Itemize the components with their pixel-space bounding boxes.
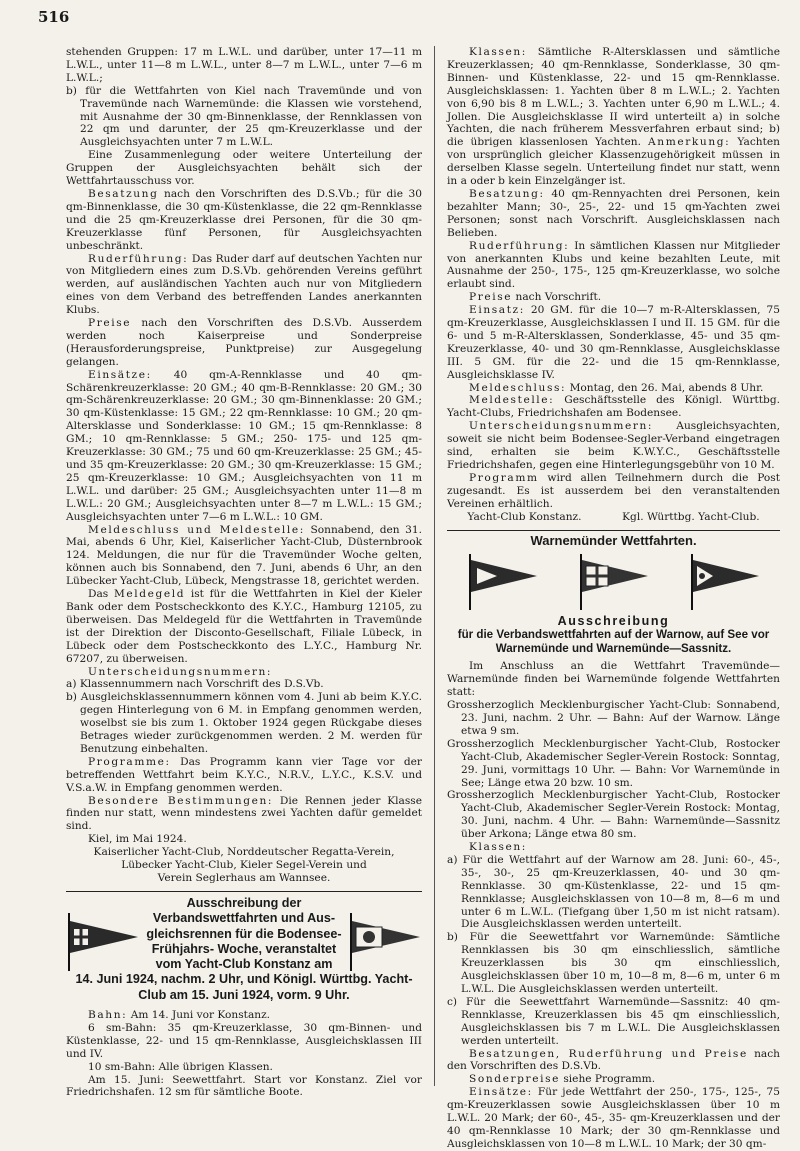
paragraph: Grossherzoglich Mecklenburgischer Yacht-Club: Sonnabend, 23. Juni, nachm. 2 Uhr. — Bahn: Auf der Warnow. Länge etwa 9 sm. [447,699,780,737]
list-item: a) Für die Wettfahrt auf der Warnow am 28. Juni: 60-, 45-, 35-, 30-, 25 qm-Kreuzerklassen, 40- und 30 qm-Rennklasse. 30 qm-Küstenklasse, 22- und 15 qm-Rennklasse; Ausgleichsklassen von 10—8 m, 8—6 m und unter 6 m L.W.L. (Tiefgang über 1,50 m ist nicht ratsam). Die Ausgleichsklassen werden unterteilt. [447,853,780,931]
section-label: Meldegeld [113,588,186,601]
announcement-subtitle: für die Verbandswettfahrten auf der Warnow, auf See vor Warnemünde und Warnemünde—Sassnitz. [457,628,770,656]
paragraph: Am 15. Juni: Seewettfahrt. Start vor Konstanz. Ziel vor Friedrichshafen. 12 sm für sämtliche Boote. [66,1073,422,1099]
section-label: Besondere Bestimmungen: [88,794,274,807]
paragraph: Einsätze: 40 qm-A-Rennklasse und 40 qm-Schärenkreuzerklasse: 20 GM.; 40 qm-B-Rennklasse: 20 GM.; 30 qm-Schärenkreuzerklasse: 20 GM.; 30 qm-Binnenklasse: 20 GM.; 30 qm-Küstenklasse: 15 GM.; 22 qm-Rennklasse: 10 GM.; 20 qm-Altersklasse und Sonderklasse: 10 GM.; 15 qm-Rennklasse: 8 GM.; 10 qm-Rennklasse: 5 GM.; 250- 175- und 125 qm-Kreuzerklasse: 30 GM.; 75 und 60 qm-Kreuzerklasse: 25 GM.; 45- und 35 qm-Kreuzerklasse: 20 GM.; 30 qm-Kreuzerklasse: 15 GM.; 25 qm-Kreuzerklasse: 10 GM.; Ausgleichsyachten von 11 m L.W.L. und darüber: 25 GM.; Ausgleichsyachten unter 11—8 m L.W.L.: 20 GM.; Ausgleichsyachten unter 8—7 m L.W.L.: 15 GM.; Ausgleichsyachten unter 7—6 m L.W.L.: 10 GM. [66,368,422,523]
column-divider [434,46,435,1086]
section-label: Meldeschluss und Meldestelle: [88,523,305,536]
section-label: Besatzung: [469,187,545,200]
paragraph: Bahn: Am 14. Juni vor Konstanz. [88,1008,271,1021]
paragraph: Eine Zusammenlegung oder weitere Unterteilung der Gruppen der Ausgleichsyachten behält sich der Wettfahrtausschuss vor. [66,149,422,188]
section-label: Preise [469,291,513,304]
paragraph: Ruderführung: In sämtlichen Klassen nur Mitglieder von anerkannten Klubs und keine bezahlten Leute, mit Ausnahme der 250-, 175-, 125 qm-Kreuzerklasse, wo solche erlaubt sind. [447,239,780,291]
section-label: Meldeschluss: [469,381,567,394]
section-label: Preise [88,317,132,330]
list-item: a) Klassennummern nach Vorschrift des D.S.Vb. [66,678,324,691]
paragraph: Programm wird allen Teilnehmern durch die Post zugesandt. Es ist ausserdem bei den veranstaltenden Vereinen erhältlich. [447,471,780,510]
paragraph: Meldeschluss und Meldestelle: Sonnabend, den 31. Mai, abends 6 Uhr, Kiel, Kaiserlicher Yacht-Club, Düsternbrook 124. Meldungen, die nur für die Travemünder Woche gelten, können auch bis Sonnabend, den 7. Juni, abends 6 Uhr, an den Lübecker Yacht-Club, Lübeck, Mengstrasse 18, gerichtet werden. [66,523,422,588]
flag-row [447,551,780,613]
pennant-flag-icon [578,554,650,610]
section-label: Besatzung [88,187,159,200]
paragraph: 6 sm-Bahn: 35 qm-Kreuzerklasse, 30 qm-Binnen- und Küstenklasse, 22- und 15 qm-Rennklasse, Ausgleichsklassen III und IV. [66,1021,422,1060]
section-label: Einsätze: [88,368,152,381]
section-label: Einsatz: [469,304,525,317]
section-label: Unterscheidungsnummern: [469,420,654,433]
pennant-flag-icon [689,554,761,610]
section-label: Meldestelle: [469,394,555,407]
section-label: Bahn: [88,1008,128,1021]
divider [447,530,780,531]
paragraph: Klassen: Sämtliche R-Altersklassen und sämtliche Kreuzerklassen; 40 qm-Rennklasse, Sonderklasse, 30 qm-Binnen- und Küstenklasse, 22- und 15 qm-Rennklasse. Ausgleichsklassen: 1. Yachten über 8 m L.W.L.; 2. Yachten von 6,90 bis 8 m L.W.L.; 3. Yachten unter 6,90 m L.W.L.; 4. Jollen. Die Ausgleichsklasse II wird unterteilt a) in solche Yachten, die nach früherem Messverfahren erbaut sind; b) die übrigen klassenlosen Yachten. Anmerkung: Yachten von ursprünglich gleicher Klassenzugehörigkeit müssen in derselben Klasse segeln. Unterteilung findet nur statt, wenn in a oder b kein Einzelgänger ist. [447,46,780,188]
paragraph: Besatzung: 40 qm-Rennyachten drei Personen, kein bezahlter Mann; 30-, 25-, 22- und 15 qm-Yachten zwei Personen; sonst nach Vorschrift. Ausgleichsklassen nach Belieben. [447,187,780,239]
paragraph: Besatzung nach den Vorschriften des D.S.Vb.; für die 30 qm-Binnenklasse, die 30 qm-Küstenklasse, die 22 qm-Rennklasse und die 25 qm-Kreuzerklasse drei Personen, für die 30 qm-Kreuzerklasse fünf Personen, für Ausgleichsyachten unbeschränkt. [66,187,422,252]
signature-line: Kaiserlicher Yacht-Club, Norddeutscher Regatta-Verein, [93,846,395,859]
paragraph: Meldeschluss: Montag, den 26. Mai, abends 8 Uhr. [469,381,764,394]
section-label: Besatzungen, Ruderführung und Preise [469,1047,748,1060]
right-column [447,46,780,1151]
paragraph: Einsätze: Für jede Wettfahrt der 250-, 175-, 125-, 75 qm-Kreuzerklassen sowie Ausgleichsklassen über 10 m L.W.L. 20 Mark; der 60-, 45-, 35- qm-Kreuzerklassen und der 40 qm-Rennklasse 10 Mark; der 30 qm-Rennklasse und Ausgleichsklassen von 10—8 m L.W.L. 10 Mark; der 30 qm- [447,1086,780,1150]
section-label: Unterscheidungsnummern: [88,665,273,678]
paragraph: Programme: Das Programm kann vier Tage vor der betreffenden Wettfahrt beim K.Y.C., N.R.V., L.Y.C., K.S.V. und V.S.a.W. in Empfang genommen werden. [66,755,422,794]
paragraph: Im Anschluss an die Wettfahrt Travemünde—Warnemünde finden bei Warnemünde folgende Wettfahrten statt: [447,660,780,699]
dateline: Kiel, im Mai 1924. [88,833,187,846]
paragraph: Unterscheidungsnummern: Ausgleichsyachten, soweit sie nicht beim Bodensee-Segler-Verband eingetragen sind, erhalten sie beim K.W.Y.C., Geschäftsstelle Friedrichshafen, gegen eine Hinterlegungsgebühr von 10 M. [447,420,780,471]
paragraph: Grossherzoglich Mecklenburgischer Yacht-Club, Rostocker Yacht-Club, Akademischer Segler-Verein Rostock: Montag, 30. Juni, nachm. 4 Uhr. — Bahn: Warnemünde—Sassnitz über Arkona; Länge etwa 80 sm. [447,789,780,841]
paragraph: Besatzungen, Ruderführung und Preise nach den Vorschriften des D.S.Vb. [447,1047,780,1073]
section-label: Ruderführung: [469,239,570,252]
list-item: b) Für die Seewettfahrt vor Warnemünde: Sämtliche Rennklassen bis 30 qm einschliesslich, sämtliche Kreuzerklassen bis 30 qm einschliesslich, Ausgleichsklassen über 10 m, 10—8 m, 8—6 m, unter 6 m L.W.L. Die Ausgleichsklassen werden unterteilt. [447,931,780,995]
paragraph: Das Meldegeld ist für die Wettfahrten in Kiel der Kieler Bank oder dem Postscheckkonto des K.Y.C., Hamburg 12105, zu überweisen. Das Meldegeld für die Wettfahrten in Travemünde ist der Direktion der Disconto-Gesellschaft, Filiale Lübeck, in Lübeck oder dem Postscheckkonto des L.Y.C., Hamburg Nr. 67207, zu überweisen. [66,588,422,665]
list-item: c) Für die Seewettfahrt Warnemünde—Sassnitz: 40 qm-Rennklasse, Kreuzerklassen bis 45 qm einschliesslich, Ausgleichsklassen bis 7 m L.W.L. Die Ausgleichsklassen werden unterteilt. [447,995,780,1047]
paragraph: Meldestelle: Geschäftsstelle des Königl. Württbg. Yacht-Clubs, Friedrichshafen am Bodensee. [447,394,780,420]
divider [66,891,422,892]
section-label: Sonderpreise [469,1073,560,1086]
section-label: Ruderführung: [88,252,189,265]
page-number: 516 [38,8,70,26]
paragraph: Sonderpreise siehe Programm. [469,1073,656,1086]
section-label: Klassen: [469,841,527,854]
paragraph: 10 sm-Bahn: Alle übrigen Klassen. [88,1060,273,1073]
section-label: Einsätze: [469,1086,533,1099]
section-label: Programme: [88,755,171,768]
announcement-title: Ausschreibung [557,614,670,629]
signature-line: Verein Seglerhaus am Wannsee. [157,872,331,884]
left-column [66,46,422,1099]
paragraph: Besondere Bestimmungen: Die Rennen jeder Klasse finden nur statt, wenn mindestens zwei Yachten dafür gemeldet sind. [66,794,422,833]
paragraph: Grossherzoglich Mecklenburgischer Yacht-Club, Rostocker Yacht-Club, Akademischer Segler-Verein Rostock: Sonntag, 29. Juni, vormittags 10 Uhr. — Bahn: Vor Warnemünde in See; Länge etwa 20 bzw. 10 sm. [447,737,780,789]
paragraph: stehenden Gruppen: 17 m L.W.L. und darüber, unter 17—11 m L.W.L., unter 11—8 m L.W.L., unter 8—7 m L.W.L., unter 7—6 m L.W.L.; [66,46,422,84]
signature-line: Lübecker Yacht-Club, Kieler Segel-Verein und [121,859,367,872]
list-item: b) Ausgleichsklassennummern können vom 4. Juni ab beim K.Y.C. gegen Hinterlegung von 6 M. in Empfang genommen werden, woselbst sie bis zum 1. Oktober 1924 gegen Rückgabe dieses Betrages wieder zurückgenommen werden. 2 M. werden für Benutzung einbehalten. [66,691,422,755]
section-label: Anmerkung: [648,136,731,149]
pennant-flag-icon [348,913,422,971]
paragraph: Ruderführung: Das Ruder darf auf deutschen Yachten nur von Mitgliedern eines zum D.S.Vb. gehörenden Vereins geführt werden, auf ausländischen Yachten auch nur von Mitgliedern eines von dem Verband des betreffenden Landes anerkannten Klubs. [66,252,422,317]
pennant-flag-icon [467,554,539,610]
bodensee-announcement: Ausschreibung der Verbandswettfahrten und Aus- gleichsrennen für die Bodensee- Frühjahrs- Woche, veranstaltet vom Yacht-Club Konstanz am 14. Juni 1924, nachm. 2 Uhr, und Königl. Württbg. Yacht- Club am 15. Juni 1924, vorm. 9 Uhr. [66,896,422,1003]
paragraph: Preise nach den Vorschriften des D.S.Vb. Ausserdem werden noch Kaiserpreise und Sonderpreise (Herausforderungspreise, Punktpreise) zur Ausgegelung gelangen. [66,317,422,368]
list-item: b) für die Wettfahrten von Kiel nach Travemünde und von Travemünde nach Warnemünde: die Klassen wie vorstehend, mit Ausnahme der 30 qm-Binnenklasse, der Rennklassen von 22 qm und darunter, der 25 qm-Kreuzerklasse und der Ausgleichsyachten unter 7 m L.W.L. [66,84,422,149]
paragraph: Preise nach Vorschrift. [469,291,602,304]
section-label: Klassen: [469,46,527,58]
paragraph: Einsatz: 20 GM. für die 10—7 m-R-Altersklassen, 75 qm-Kreuzerklasse, Ausgleichsklassen I und II. 15 GM. für die 6- und 5 m-R-Altersklassen, Sonderklasse, 45- und 35 qm-Kreuzerklasse, 40- und 30 qm-Rennklasse, Ausgleichsklasse III. 5 GM. für die 22- und die 15 qm-Rennklasse, Ausgleichsklasse IV. [447,304,780,381]
section-title: Warnemünder Wettfahrten. [530,532,697,548]
signature-line: Yacht-Club Konstanz. Kgl. Württbg. Yacht-Club. [467,510,760,523]
section-label: Programm [469,471,539,484]
pennant-flag-icon [66,913,140,971]
